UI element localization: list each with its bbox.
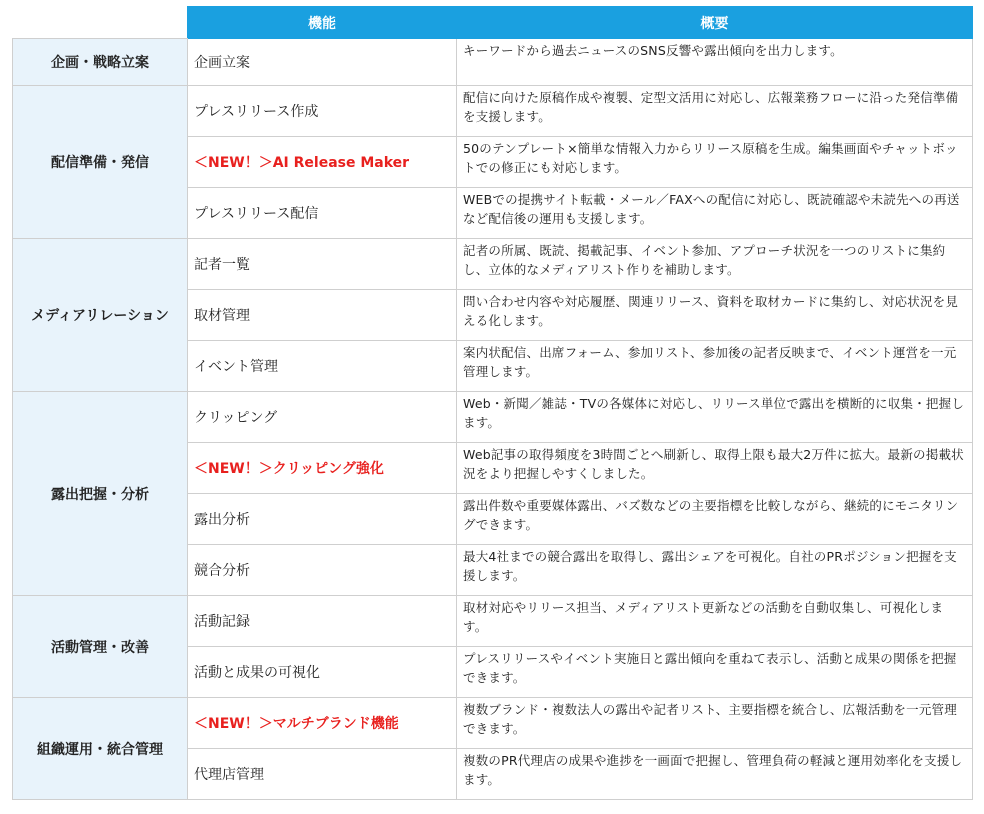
summary-cell: 取材対応やリリース担当、メディアリスト更新などの活動を自動収集し、可視化します。 (457, 596, 973, 647)
feature-cell: 競合分析 (188, 545, 457, 596)
table-row (13, 392, 973, 443)
summary-cell: 配信に向けた原稿作成や複製、定型文活用に対応し、広報業務フローに沿った発信準備を支援します。 (457, 86, 973, 137)
summary-cell: 記者の所属、既読、掲載記事、イベント参加、アプローチ状況を一つのリストに集約し、立体的なメディアリスト作りを補助します。 (457, 239, 973, 290)
category-cell: 露出把握・分析 (13, 392, 188, 596)
feature-cell: 活動記録 (188, 596, 457, 647)
feature-cell: 露出分析 (188, 494, 457, 545)
feature-cell: 企画立案 (188, 39, 457, 86)
header-summary: 概要 (457, 7, 973, 39)
feature-cell: プレスリリース作成 (188, 86, 457, 137)
table-row (13, 86, 973, 137)
category-cell: メディアリレーション (13, 239, 188, 392)
feature-cell: クリッピング (188, 392, 457, 443)
summary-cell: キーワードから過去ニュースのSNS反響や露出傾向を出力します。 (457, 39, 973, 86)
category-cell: 配信準備・発信 (13, 86, 188, 239)
category-cell: 活動管理・改善 (13, 596, 188, 698)
feature-cell: 代理店管理 (188, 749, 457, 800)
summary-cell: 複数ブランド・複数法人の露出や記者リスト、主要指標を統合し、広報活動を一元管理できます。 (457, 698, 973, 749)
table-row (13, 596, 973, 647)
feature-cell-new: ＜NEW！＞マルチブランド機能 (188, 698, 457, 749)
feature-cell: イベント管理 (188, 341, 457, 392)
table-row (13, 239, 973, 290)
header-feature: 機能 (188, 7, 457, 39)
header-category-blank (13, 7, 188, 39)
summary-cell: 複数のPR代理店の成果や進捗を一画面で把握し、管理負荷の軽減と運用効率化を支援します。 (457, 749, 973, 800)
feature-cell: 活動と成果の可視化 (188, 647, 457, 698)
feature-cell-new: ＜NEW！＞クリッピング強化 (188, 443, 457, 494)
summary-cell: 50のテンプレート×簡単な情報入力からリリース原稿を生成。編集画面やチャットボットでの修正にも対応します。 (457, 137, 973, 188)
feature-table (12, 6, 973, 800)
feature-cell-new: ＜NEW！＞AI Release Maker (188, 137, 457, 188)
summary-cell: 最大4社までの競合露出を取得し、露出シェアを可視化。自社のPRポジション把握を支援します。 (457, 545, 973, 596)
summary-cell: 問い合わせ内容や対応履歴、関連リリース、資料を取材カードに集約し、対応状況を見える化します。 (457, 290, 973, 341)
table-header-row (13, 7, 973, 39)
table-body (13, 39, 973, 800)
summary-cell: Web・新聞／雑誌・TVの各媒体に対応し、リリース単位で露出を横断的に収集・把握します。 (457, 392, 973, 443)
feature-table-container (12, 6, 972, 800)
category-cell: 企画・戦略立案 (13, 39, 188, 86)
feature-cell: プレスリリース配信 (188, 188, 457, 239)
table-row (13, 39, 973, 86)
summary-cell: WEBでの提携サイト転載・メール／FAXへの配信に対応し、既読確認や未読先への再送など配信後の運用も支援します。 (457, 188, 973, 239)
summary-cell: 案内状配信、出席フォーム、参加リスト、参加後の記者反映まで、イベント運営を一元管理します。 (457, 341, 973, 392)
table-row (13, 698, 973, 749)
summary-cell: プレスリリースやイベント実施日と露出傾向を重ねて表示し、活動と成果の関係を把握できます。 (457, 647, 973, 698)
feature-cell: 取材管理 (188, 290, 457, 341)
feature-cell: 記者一覧 (188, 239, 457, 290)
summary-cell: Web記事の取得頻度を3時間ごとへ刷新し、取得上限も最大2万件に拡大。最新の掲載状況をより把握しやすくしました。 (457, 443, 973, 494)
summary-cell: 露出件数や重要媒体露出、バズ数などの主要指標を比較しながら、継続的にモニタリングできます。 (457, 494, 973, 545)
category-cell: 組織運用・統合管理 (13, 698, 188, 800)
